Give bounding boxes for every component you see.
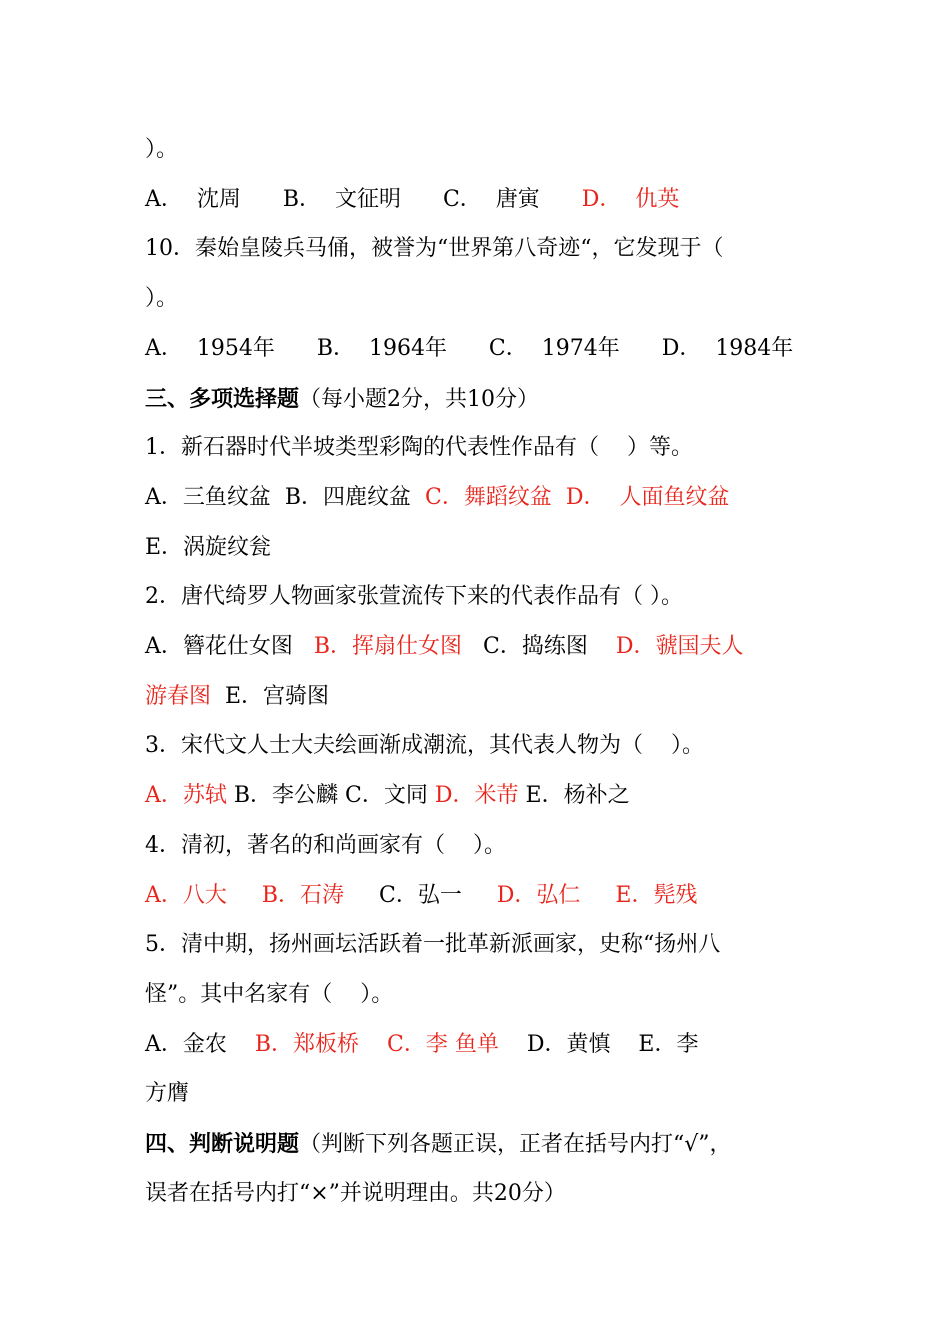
text-line (145, 433, 693, 463)
text-line (145, 483, 729, 513)
answer-text: D．米芾 (434, 783, 519, 809)
text-line (145, 980, 393, 1010)
answer-text: D．弘仁 E．髡残 (496, 882, 698, 908)
text-line (145, 284, 178, 314)
answer-text: A．八大 B．石涛 (145, 882, 345, 908)
text-line (145, 1179, 566, 1209)
text-line (145, 831, 506, 861)
text-segment: 4．清初，著名的和尚画家有（ ）。 (145, 832, 506, 858)
text-segment: D．黄慎 E．李 (498, 1031, 699, 1057)
text-line (145, 135, 178, 165)
text-segment: A． 沈周 B． 文征明 C． 唐寅 (145, 186, 582, 212)
section-heading: 四、判断说明题 (145, 1131, 300, 1157)
text-segment: 5．清中期，扬州画坛活跃着一批革新派画家，史称“扬州八 (145, 932, 721, 958)
text-segment: 2．唐代绮罗人物画家张萱流传下来的代表作品有（ ）。 (145, 584, 683, 610)
text-segment: 1．新石器时代半坡类型彩陶的代表性作品有（ ）等。 (145, 435, 693, 461)
text-line (145, 781, 630, 811)
answer-text: D．虢国夫人 (615, 634, 744, 659)
answer-text: D． 仇英 (581, 186, 680, 212)
text-segment: B．李公麟 C．文同 (226, 783, 435, 809)
text-line (145, 234, 724, 264)
text-segment: 3．宋代文人士大夫绘画渐成潮流，其代表人物为（ ）。 (145, 733, 704, 759)
text-segment: ）。 (145, 137, 179, 162)
answer-text: B．郑板桥 C．李 鱼单 (254, 1031, 499, 1057)
text-line (145, 1030, 699, 1060)
text-segment: 误者在括号内打“×”并说明理由。共20分） (145, 1180, 566, 1206)
answer-text: A．苏轼 (145, 783, 227, 809)
text-line (145, 731, 704, 761)
text-segment: （每小题2分，共10分） (299, 386, 540, 412)
text-segment: E．宫骑图 (211, 683, 330, 709)
text-segment: C．弘一 (344, 882, 497, 908)
text-line (145, 1129, 732, 1159)
answer-text: 游春图 (145, 683, 212, 709)
text-line (145, 930, 720, 960)
section-heading: 三、多项选择题 (145, 385, 300, 412)
text-segment: 方膺 (145, 1081, 190, 1107)
text-segment: 怪”。其中名家有（ ）。 (145, 981, 394, 1007)
text-line (145, 384, 539, 414)
text-line (145, 533, 271, 563)
text-segment: （判断下列各题正误，正者在括号内打“√”， (299, 1132, 732, 1157)
text-segment: A． 1954年 B． 1964年 C． 1974年 D． 1984年 (145, 335, 794, 361)
text-segment: ）。 (145, 286, 179, 312)
text-segment: C．捣练图 (462, 634, 616, 659)
answer-text: B．挥扇仕女图 (313, 634, 463, 659)
text-line (145, 682, 329, 712)
text-line (145, 881, 697, 911)
text-line (145, 582, 683, 612)
text-segment: A．三鱼纹盆 B．四鹿纹盆 (145, 484, 426, 510)
text-segment: A．金农 (145, 1031, 255, 1057)
text-segment: A．簪花仕女图 (145, 634, 314, 659)
text-segment: E．涡旋纹瓮 (145, 534, 272, 560)
answer-text: C．舞蹈纹盆 D． 人面鱼纹盆 (425, 484, 730, 510)
text-segment: 10．秦始皇陵兵马俑，被誉为“世界第八奇迹“，它发现于（ (145, 236, 724, 262)
text-segment: E．杨补之 (518, 783, 630, 809)
text-line (145, 334, 793, 364)
text-line (145, 632, 743, 662)
text-line (145, 1079, 189, 1109)
text-line (145, 185, 679, 215)
